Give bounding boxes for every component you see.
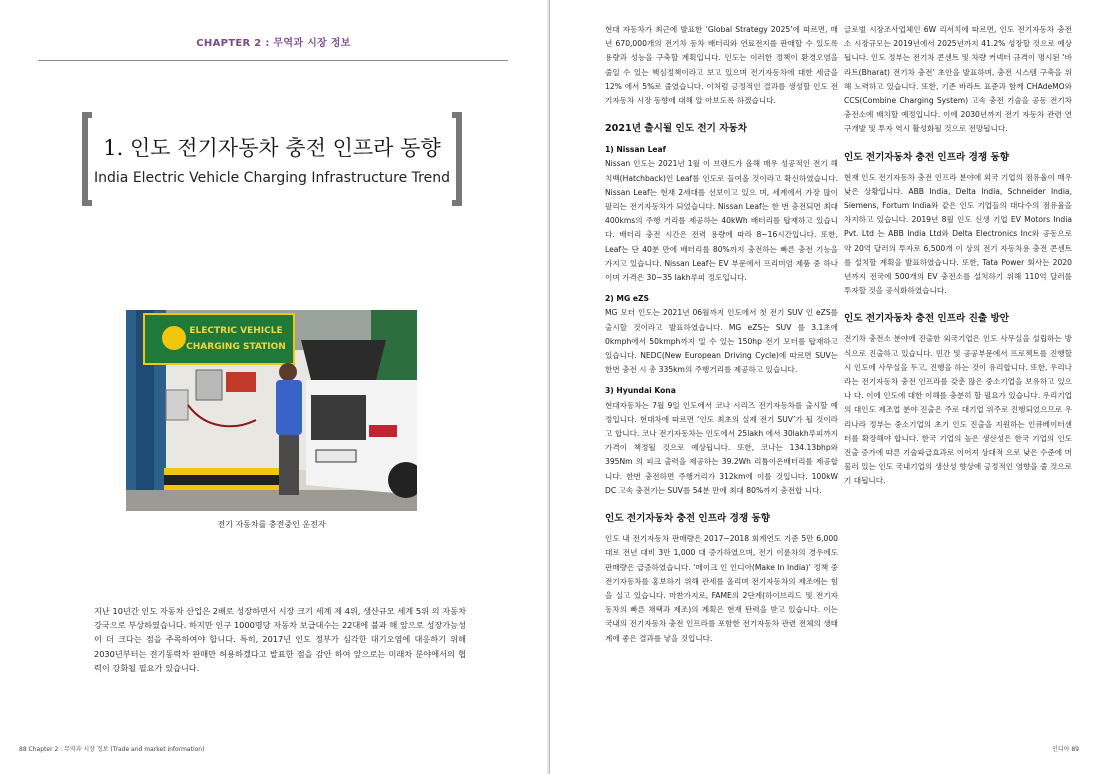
heading-competition-2: 인도 전기자동차 충전 인프라 경쟁 동향: [844, 151, 1009, 163]
page-folio-right: 인디아 89: [1052, 746, 1079, 753]
market-text: 글로벌 시장조사업체인 6W 리서치에 따르면, 인도 전기자동차 충전소 시장규모는 2019년에서 2025년까지 41.2% 성장할 것으로 예상됩니다. 인도 정부는 전기차 콘센트 및 차량 커넥터 규격이 명시된 ‘바라트(Bharat) 전기차 충전’ 초안을 발표하며, 충전 시스템 구축을 위해 노력하고 있습니다. 또한, 기존 바라트 표준과 함께 CHAdeMO와 CCS(Combine Charging System) 고속 충전 기술을 공동 전기차 충전소에 배치할 예정입니다. 이에 2030년까지 전기 자동차 관련 연구개발 및 투자 역시 활성화될 것으로 전망됩니다.: [844, 25, 1072, 134]
nissan-leaf-text: Nissan 인도는 2021년 1월 이 브랜드가 올해 매우 성공적인 전기 해치백(Hatchback)인 Leaf를 인도로 들여올 것이라고 확신하였습니다. Nissan Leaf는 현재 2세대를 선보이고 있으 며, 세계에서 가장 많이 팔리는 전기자동차가 되었습니다. Nissan Leaf는 한 번 충전되면 최대 400kms의 주행 거리를 제공하는 40kWh 배터리를 탑재하고 있습니다. 배터리 충전 시간은 전력 용량에 따라 8~16시간입니다. 또한, Leaf는 단 40분 만에 배터리를 80%까지 충전하는 빠른 충전 기능을 가지고 있습니다. Nissan Leaf는 EV 부문에서 프리미엄 제품 중 하나이며 가격은 30~35 lakh루피 정도입니다.: [605, 159, 838, 283]
header-rule: [38, 60, 508, 61]
sign-line1: ELECTRIC VEHICLE: [189, 326, 283, 336]
intro-paragraph: 지난 10년간 인도 자동차 산업은 2배로 성장하면서 시장 크기 세계 제 4위, 생산규모 세계 5위 의 자동차 강국으로 부상하였습니다. 하지만 인구 1000명당 자동차 보급대수는 22대에 불과 해 앞으로 성장가능성이 더 크다는 점을 주목하여야 합니다. 특히, 2017년 인도 정부가 심각한 대기오염에 대응하기 위해 2030년부터는 전기동력차 판매만 허용하겠다고 발표한 점을 감안 하여 앞으로는 미래차 분야에서의 협력이 강화될 필요가 있습니다.: [94, 606, 466, 673]
chapter-header: CHAPTER 2 : 무역과 시장 정보: [196, 38, 351, 49]
title-box: [82, 112, 462, 206]
charging-station-photo: [126, 310, 417, 511]
page-folio-left: 88 Chapter 2 : 무역과 시장 정보 (Trade and market information): [19, 746, 205, 753]
title-english: India Electric Vehicle Charging Infrastructure Trend: [94, 170, 450, 186]
heading-hyundai-kona: 3) Hyundai Kona: [605, 386, 676, 396]
heading-mg-ezs: 2) MG eZS: [605, 294, 649, 304]
heading-nissan-leaf: 1) Nissan Leaf: [605, 145, 666, 155]
intro-text: 현대 자동차가 최근에 발표한 ‘Global Strategy 2025’에 따르면, 매년 670,000개의 전기차 동차 배터리와 연료전지를 판매할 수 있도록 용량과 성능을 구축할 계획입니다. 인도는 이러한 정책이 환경오염을 줄일 수 있는 핵심정책이라고 보고 있으며 전기자동차에 대한 세금을 12% 에서 5%로 줄였습니다. 이처럼 긍정적인 결과를 생성할 인도 전기자동차 시장 동향에 대해 알 아보도록 하겠습니다.: [605, 25, 838, 106]
photo-caption: 전기 자동차를 충전중인 운전자: [217, 520, 326, 529]
heading-entry-strategy: 인도 전기자동차 충전 인프라 진출 방안: [844, 313, 1009, 325]
entry-strategy-text: 전기차 충전소 분야에 진출한 외국기업은 인도 사무실을 설립하는 방식으로 진출하고 있습니다. 민간 및 공공부문에서 프로젝트를 진행할 시 인도에 사무실을 두고, 진행을 하는 것이 유리합니다. 또한, 우리나라는 전기자동차 충전 인프라를 갖춘 많은 중소기업을 보유하고 있으나 다. 이에 인도에 대한 이해를 충분히 할 필요가 있습니다. 우리기업의 대인도 제조업 분야 진출은 주로 대기업 위주로 진행되었으므로 우리나라 정부는 중소기업의 초기 인도 진출을 지원하는 인큐베이터센터를 확장해야 합니다. 한국 기업의 높은 생산성은 한국 기업의 인도 진출 증가에 따른 기술파급효과로 이어져 상대적 으로 낮은 수준에 머물러 있는 인도 국내기업의 생산성 향상에 긍정적인 영향을 줄 것으로 기 대됩니다.: [844, 334, 1072, 486]
sign-line2: CHARGING STATION: [186, 342, 286, 352]
right-column-2: [844, 23, 1072, 489]
right-column-1: [605, 23, 838, 646]
competition-text: 인도 내 전기자동차 판매량은 2017~2018 회계연도 기준 5만 6,000대로 전년 대비 3만 1,000 대 증가하였으며, 전기 이륜차의 경우에도 판매량은 급증하였습니다. ‘메이크 인 인디아(Make In India)’ 정책 중 전기자동차를 홍보하기 위해 관세를 올리며 전기자동차의 제조에는 힘을 실고 있습니다. 마찬가지로, FAME의 2단계(하이브리드 및 전기자동차의 빠른 채택과 제조)의 계획은 현재 탄력을 받고 있습니다. 이는 국내의 전기자동차 충전 인프라를 포함한 전기자동차 관련 전체의 생태계에 좋은 결과를 낳을 것입니다.: [605, 534, 838, 643]
competition-text-2: 현재 인도 전기자동차 충전 인프라 분야에 외국 기업의 점유율이 매우 낮은 상황입니다. ABB India, Delta India, Schneider India, Siemens, Fortum India와 같은 인도 기업들의 대다수의 점유율을 차지하고 있습니다. 2019년 8월 인도 신생 기업 EV Motors India Pvt. Ltd 는 ABB India Ltd와 Delta Electronics Inc와 공동으로 약 20억 달러의 투자로 6,500개 이 상의 전기 자동차용 충전 콘센트를 설치할 계획을 발표하였습니다. 또한, Tata Power 회사는 2020년까지 전국에 500개의 EV 충전소를 설치하기 위해 110억 달러를 투자할 것을 공식화하였습니다.: [844, 172, 1072, 296]
heading-competition: 인도 전기자동차 충전 인프라 경쟁 동향: [605, 513, 770, 525]
hyundai-kona-text: 현대자동차는 7월 9일 인도에서 코나 시리즈 전기자동차를 출시할 예정입니다. 현대차에 따르면 ‘인도 최초의 실제 전기 SUV’가 될 것이라고 합니다. 코나 전기자동차는 인도에서 25lakh 에서 30lakh루피까지 가격이 책정될 것으로 예상됩니다. 또한, 코나는 134.13bhp와 395Nm 의 피크 출력을 제공하는 39.2Wh 리튬이온배터리를 제공합니다. 한번 충전하면 주행거리가 312km에 이를 것입니다. 100kW DC 고속 충전기는 SUV를 54분 만에 최대 80%까지 충전합 니다.: [605, 400, 838, 495]
heading-2021-evs: 2021년 출시될 인도 전기 자동차: [605, 123, 748, 135]
right-page: [549, 0, 1095, 774]
mg-ezs-text: MG 모터 인도는 2021년 06월까지 인도에서 첫 전기 SUV 인 eZS를 출시할 것이라고 발표하였습니다. MG eZS는 SUV 를 3.1초에 0kmph에서 50kmph까지 밀 수 있는 150hp 전기 모터를 탑재하고 있습니다. NEDC(New European Driving Cycle)에 따르면 SUV는 한번 충전 시 총 335km의 주행거리를 제공하고 있습니다.: [605, 308, 838, 375]
title-korean: 1. 인도 전기자동차 충전 인프라 동향: [103, 136, 441, 160]
